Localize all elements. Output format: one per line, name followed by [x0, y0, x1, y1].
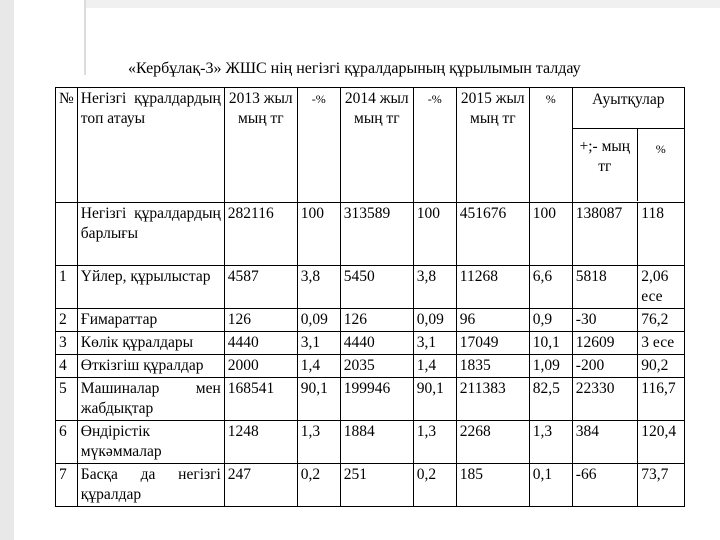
cell-v2015: 451676 — [456, 203, 529, 266]
cell-name: Негізгі құралдардың барлығы — [77, 203, 224, 266]
cell-p2015: 10,1 — [529, 332, 572, 355]
slide-frame-vertical-line — [84, 0, 86, 75]
cell-p2013: 0,09 — [297, 309, 340, 332]
cell-p2014: 90,1 — [413, 378, 456, 421]
header-name: Негізгі құралдардың топ атауы — [77, 88, 224, 203]
table-row-total — [56, 203, 685, 266]
cell-v2015: 96 — [456, 309, 529, 332]
header-dev-pct: % — [655, 142, 666, 156]
cell-v2015: 211383 — [456, 378, 529, 421]
cell-p2014: 100 — [413, 203, 456, 266]
cell-num: 4 — [56, 355, 78, 378]
cell-p2015: 100 — [529, 203, 572, 266]
cell-v2015: 2268 — [456, 421, 529, 464]
cell-name: Үйлер, құрылыстар — [77, 266, 224, 309]
cell-name: Көлік құралдары — [77, 332, 224, 355]
cell-devp: 2,06 есе — [638, 266, 685, 309]
header-pct-2015: % — [529, 88, 572, 203]
cell-v2013: 282116 — [224, 203, 297, 266]
cell-v2015: 1835 — [456, 355, 529, 378]
cell-v2015: 11268 — [456, 266, 529, 309]
cell-p2013: 3,8 — [297, 266, 340, 309]
page-title: «Кербұлақ-3» ЖШС нің негізгі құралдарының құрылымын талдау — [128, 60, 581, 77]
cell-name: Өткізгіш құралдар — [77, 355, 224, 378]
cell-devp: 116,7 — [638, 378, 685, 421]
cell-v2013: 4587 — [224, 266, 297, 309]
header-dev-abs: +;- мың тг — [573, 129, 638, 201]
cell-v2013: 168541 — [224, 378, 297, 421]
cell-devp: 120,4 — [638, 421, 685, 464]
cell-dev: 138087 — [572, 203, 638, 266]
cell-v2014: 199946 — [340, 378, 413, 421]
cell-p2014: 0,2 — [413, 464, 456, 507]
cell-p2015: 1,09 — [529, 355, 572, 378]
cell-dev: 22330 — [572, 378, 638, 421]
cell-p2013: 0,2 — [297, 464, 340, 507]
cell-v2015: 17049 — [456, 332, 529, 355]
cell-p2014: 3,8 — [413, 266, 456, 309]
cell-p2015: 6,6 — [529, 266, 572, 309]
slide-frame-top-bar — [86, 0, 720, 8]
cell-p2013: 90,1 — [297, 378, 340, 421]
cell-v2014: 5450 — [340, 266, 413, 309]
table-row — [56, 309, 685, 332]
cell-p2014: 3,1 — [413, 332, 456, 355]
header-2015: 2015 жыл мың тг — [456, 88, 529, 203]
cell-v2013: 1248 — [224, 421, 297, 464]
cell-p2015: 0,9 — [529, 309, 572, 332]
header-pct-2013: -% — [297, 88, 340, 203]
cell-name: Өндірістік мүкәммалар — [77, 421, 224, 464]
cell-num: 2 — [56, 309, 78, 332]
cell-v2014: 313589 — [340, 203, 413, 266]
cell-p2014: 1,4 — [413, 355, 456, 378]
cell-p2014: 0,09 — [413, 309, 456, 332]
cell-num: 5 — [56, 378, 78, 421]
table-row — [56, 266, 685, 309]
table-row — [56, 464, 685, 507]
cell-p2013: 3,1 — [297, 332, 340, 355]
cell-name: Ғимараттар — [77, 309, 224, 332]
cell-v2014: 4440 — [340, 332, 413, 355]
cell-dev: 12609 — [572, 332, 638, 355]
cell-dev: -30 — [572, 309, 638, 332]
cell-num — [56, 203, 78, 266]
cell-num: 1 — [56, 266, 78, 309]
cell-dev: 5818 — [572, 266, 638, 309]
cell-devp: 73,7 — [638, 464, 685, 507]
header-2013: 2013 жыл мың тг — [224, 88, 297, 203]
cell-v2013: 4440 — [224, 332, 297, 355]
table-row — [56, 378, 685, 421]
cell-devp: 76,2 — [638, 309, 685, 332]
cell-p2013: 1,3 — [297, 421, 340, 464]
cell-num: 6 — [56, 421, 78, 464]
cell-dev: 384 — [572, 421, 638, 464]
cell-num: 7 — [56, 464, 78, 507]
cell-dev: -66 — [572, 464, 638, 507]
assets-structure-table — [55, 87, 685, 507]
cell-name: Машиналар мен жабдықтар — [77, 378, 224, 421]
cell-p2015: 1,3 — [529, 421, 572, 464]
cell-v2015: 185 — [456, 464, 529, 507]
table-header-row — [56, 88, 685, 203]
table-row — [56, 355, 685, 378]
cell-v2013: 126 — [224, 309, 297, 332]
header-deviations: Ауытқулар — [573, 88, 684, 129]
cell-num: 3 — [56, 332, 78, 355]
cell-p2015: 0,1 — [529, 464, 572, 507]
cell-p2013: 1,4 — [297, 355, 340, 378]
header-pct-2014: -% — [413, 88, 456, 203]
header-deviations-cell — [572, 88, 684, 203]
table-row — [56, 421, 685, 464]
cell-dev: -200 — [572, 355, 638, 378]
cell-v2013: 2000 — [224, 355, 297, 378]
cell-p2013: 100 — [297, 203, 340, 266]
cell-p2015: 82,5 — [529, 378, 572, 421]
cell-v2014: 2035 — [340, 355, 413, 378]
header-num: № — [56, 88, 78, 203]
cell-p2014: 1,3 — [413, 421, 456, 464]
cell-v2013: 247 — [224, 464, 297, 507]
header-2014: 2014 жыл мың тг — [340, 88, 413, 203]
cell-v2014: 126 — [340, 309, 413, 332]
cell-v2014: 1884 — [340, 421, 413, 464]
slide-frame-left-bar — [0, 0, 14, 540]
table-row — [56, 332, 685, 355]
cell-v2014: 251 — [340, 464, 413, 507]
cell-devp: 118 — [638, 203, 685, 266]
cell-devp: 90,2 — [638, 355, 685, 378]
cell-devp: 3 есе — [638, 332, 685, 355]
cell-name: Басқа да негізгі құралдар — [77, 464, 224, 507]
